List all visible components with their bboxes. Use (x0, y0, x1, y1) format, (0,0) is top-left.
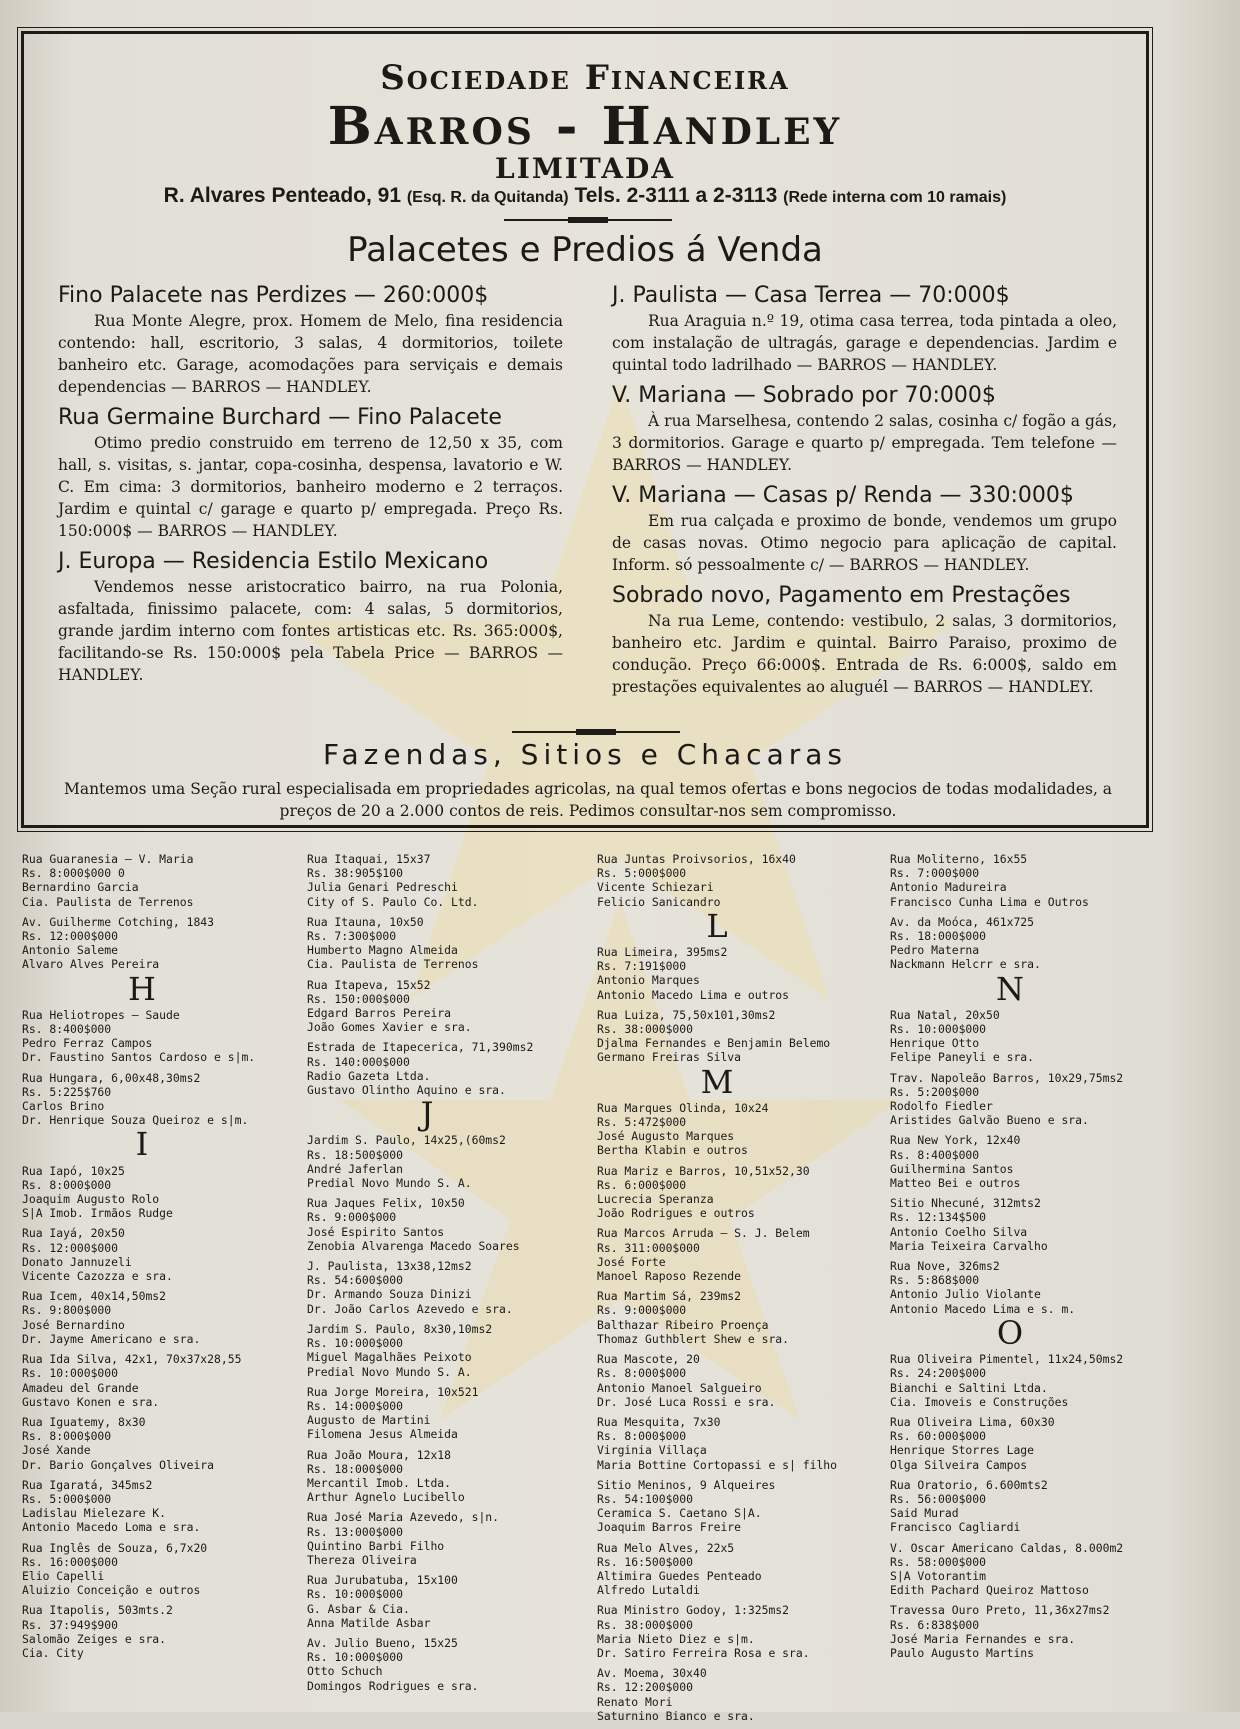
entry-price: Rs. 10:000$000 (890, 1022, 987, 1037)
entry-party: Amadeu del Grande (22, 1380, 139, 1395)
entry-address: Rua Oliveira Lima, 60x30 (890, 1414, 1055, 1429)
entry-party: Rodolfo Fiedler (890, 1099, 993, 1114)
entry-address: Rua Hungara, 6,00x48,30ms2 (22, 1070, 201, 1085)
entry-price: Rs. 7:300$000 (307, 929, 397, 944)
entry-address: Rua Juntas Proivsorios, 16x40 (597, 852, 796, 866)
transaction-entry (307, 1510, 593, 1567)
transaction-entry (890, 1415, 1176, 1472)
entry-address: Rua Igaratá, 345ms2 (22, 1477, 153, 1492)
entry-party: Joaquim Augusto Rolo (22, 1192, 160, 1207)
transaction-entry (22, 1603, 308, 1660)
entry-party: Antonio Macedo Loma e sra. (22, 1520, 201, 1535)
transaction-entry (890, 915, 1176, 972)
entry-price: Rs. 311:000$000 (597, 1240, 700, 1255)
entry-price: Rs. 12:000$000 (22, 1240, 119, 1255)
entry-address: Rua Martim Sá, 239ms2 (597, 1289, 742, 1304)
entry-party: Ladislau Mielezare K. (22, 1506, 167, 1521)
entry-party: Arthur Agnelo Lucibello (307, 1490, 465, 1505)
entry-price: Rs. 8:400$000 (22, 1022, 112, 1037)
entry-price: Rs. 56:000$000 (890, 1491, 987, 1506)
entry-address: Sitio Meninos, 9 Alqueires (597, 1477, 776, 1492)
entry-party: Dr. Jayme Americano e sra. (22, 1331, 201, 1346)
entry-address: Av. da Moóca, 461x725 (890, 914, 1035, 929)
address-phones: Tels. 2-3111 a 2-3113 (574, 184, 778, 207)
entry-address: Travessa Ouro Preto, 11,36x27ms2 (890, 1603, 1110, 1618)
listing (612, 382, 1117, 476)
transaction-entry (890, 1259, 1176, 1316)
entry-party: Maria Teixeira Carvalho (890, 1238, 1048, 1253)
entry-price: Rs. 8:000$000 0 (22, 866, 125, 881)
entry-price: Rs. 10:000$000 (307, 1336, 404, 1351)
transaction-entry (890, 1008, 1176, 1065)
entry-address: Rua Inglês de Souza, 6,7x20 (22, 1540, 208, 1555)
listing (612, 282, 1117, 376)
entry-party: Aristides Galvão Bueno e sra. (890, 1113, 1089, 1128)
entry-price: Rs. 10:000$000 (22, 1366, 119, 1381)
entry-price: Rs. 12:134$500 (890, 1210, 987, 1225)
entry-price: Rs. 7:000$000 (890, 866, 980, 881)
entry-party: Maria Bottine Cortopassi e s| filho (597, 1457, 838, 1472)
entry-address: Rua Itaquai, 15x37 (307, 852, 431, 866)
entry-party: Julia Genari Pedreschi (307, 880, 458, 895)
entry-party: Altimira Guedes Penteado (597, 1568, 762, 1583)
entry-price: Rs. 58:000$000 (890, 1554, 987, 1569)
entry-party: Humberto Magno Almeida (307, 943, 458, 958)
entry-party: Alfredo Lutaldi (597, 1583, 700, 1598)
listing (612, 482, 1117, 576)
entry-party: Augusto de Martini (307, 1413, 431, 1428)
entry-price: Rs. 16:000$000 (22, 1554, 119, 1569)
listings-column-4 (890, 852, 1176, 1666)
transaction-entry (307, 1636, 593, 1693)
entry-party: Mercantil Imob. Ltda. (307, 1475, 452, 1490)
entry-price: Rs. 7:191$000 (597, 959, 687, 974)
entry-party: Elio Capelli (22, 1568, 105, 1583)
entry-address: Jardim S. Paulo, 8x30,10ms2 (307, 1321, 493, 1336)
entry-party: City of S. Paulo Co. Ltd. (307, 894, 479, 909)
entry-price: Rs. 5:225$760 (22, 1084, 112, 1099)
entry-price: Rs. 12:000$000 (22, 929, 119, 944)
transaction-entry (307, 1385, 593, 1442)
entry-party: Said Murad (890, 1506, 959, 1521)
entry-party: Thereza Oliveira (307, 1552, 417, 1567)
entry-party: Aluizio Conceição e outros (22, 1583, 201, 1598)
transaction-entry (22, 1071, 308, 1128)
entry-price: Rs. 16:500$000 (597, 1554, 694, 1569)
entry-party: Pedro Ferraz Campos (22, 1036, 153, 1051)
entry-party: José Forte (597, 1254, 666, 1269)
entry-price: Rs. 38:905$100 (307, 866, 404, 881)
entry-party: Djalma Fernandes e Benjamin Belemo (597, 1036, 831, 1051)
divider-mark (576, 729, 616, 735)
entry-party: Antonio Marques (597, 973, 700, 988)
entry-party: Otto Schuch (307, 1664, 383, 1679)
entry-address: Rua Mascote, 20 (597, 1352, 700, 1367)
entry-party: Dr. José Luca Rossi e sra. (597, 1394, 776, 1409)
entry-price: Rs. 10:000$000 (307, 1650, 404, 1665)
transaction-entry (307, 978, 593, 1035)
company-line1: Sociedade Financeira (380, 58, 790, 98)
entry-party: Francisco Cunha Lima e Outros (890, 894, 1089, 909)
transaction-entry (890, 1541, 1176, 1598)
entry-address: J. Paulista, 13x38,12ms2 (307, 1259, 472, 1274)
entry-party: Quintino Barbi Filho (307, 1538, 445, 1553)
entry-party: Predial Novo Mundo S. A. (307, 1176, 472, 1191)
transaction-entry (890, 1133, 1176, 1190)
listing-body: Otimo predio construido em terreno de 12,50 x 35, com hall, s. visitas, s. jantar, copa-cosinha, despensa, lavatorio e W. C. Em cima: 3 dormitorios, banheiro moderno e 2 terraços. Jardim e quintal c/ garage e quarto p/ empregada. Preço Rs. 150:000$ — BARROS — HANDLEY. (58, 434, 563, 540)
entry-party: Antonio Julio Violante (890, 1287, 1041, 1302)
entry-price: Rs. 18:000$000 (307, 1461, 404, 1476)
transaction-entry (307, 1448, 593, 1505)
entry-party: Bertha Klabin e outros (597, 1143, 748, 1158)
entry-address: Rua Ida Silva, 42x1, 70x37x28,55 (22, 1352, 242, 1367)
entry-party: Antonio Manoel Salgueiro (597, 1380, 762, 1395)
entry-party: Cia. City (22, 1645, 84, 1660)
listing-title: Fino Palacete nas Perdizes — 260:000$ (58, 283, 489, 308)
entry-party: Dr. Henrique Souza Queiroz e s|m. (22, 1113, 249, 1128)
entry-address: Rua Natal, 20x50 (890, 1007, 1000, 1022)
entry-price: Rs. 60:000$000 (890, 1429, 987, 1444)
entry-address: Rua Iayá, 20x50 (22, 1226, 125, 1241)
listing-body: Rua Monte Alegre, prox. Homem de Melo, fina residencia contendo: hall, escritorio, 3 salas, 4 dormitorios, toilete banheiro etc. Garage, acomodações para serviçais e demais dependencias — BARROS — HANDLEY. (58, 312, 563, 396)
entry-party: Manoel Raposo Rezende (597, 1269, 742, 1284)
section-letter: I (135, 1125, 149, 1164)
entry-party: Cia. Paulista de Terrenos (22, 894, 194, 909)
transaction-entry (890, 1196, 1176, 1253)
entry-party: Antonio Madureira (890, 880, 1007, 895)
entry-address: Rua Oliveira Pimentel, 11x24,50ms2 (890, 1352, 1124, 1367)
transaction-entry (597, 1164, 883, 1221)
entry-address: Rua Limeira, 395ms2 (597, 945, 728, 960)
entry-address: Rua New York, 12x40 (890, 1133, 1021, 1148)
ad-column-left (58, 282, 563, 692)
entry-address: Rua Itapolis, 503mts.2 (22, 1603, 173, 1618)
transaction-entry (22, 1352, 308, 1409)
entry-address: Rua Jorge Moreira, 10x521 (307, 1384, 479, 1399)
transaction-entry (597, 1101, 883, 1158)
advertisement-box (21, 31, 1149, 828)
entry-price: Rs. 8:000$000 (22, 1429, 112, 1444)
listing-title: V. Mariana — Sobrado por 70:000$ (612, 383, 996, 408)
transaction-entry (597, 945, 883, 1002)
entry-party: Dr. Bario Gonçalves Oliveira (22, 1457, 215, 1472)
entry-party: Dr. Satiro Ferreira Rosa e sra. (597, 1645, 810, 1660)
entry-address: Rua Nove, 326ms2 (890, 1259, 1000, 1274)
entry-party: Edgard Barros Pereira (307, 1006, 452, 1021)
entry-party: Renato Mori (597, 1694, 673, 1709)
transaction-entry (890, 852, 1176, 909)
entry-address: Av. Julio Bueno, 15x25 (307, 1635, 458, 1650)
entry-party: José Augusto Marques (597, 1129, 735, 1144)
section-letter: H (128, 969, 156, 1008)
entry-party: Salomão Zeiges e sra. (22, 1631, 167, 1646)
section-letter: J (420, 1095, 434, 1134)
entry-price: Rs. 13:000$000 (307, 1524, 404, 1539)
entry-address: V. Oscar Americano Caldas, 8.000m2 (890, 1540, 1124, 1555)
entry-party: Maria Nieto Diez e s|m. (597, 1631, 755, 1646)
entry-party: Anna Matilde Asbar (307, 1615, 431, 1630)
entry-price: Rs. 5:000$000 (597, 866, 687, 881)
entry-price: Rs. 24:200$000 (890, 1366, 987, 1381)
entry-address: Rua João Moura, 12x18 (307, 1447, 452, 1462)
entry-party: Henrique Otto (890, 1036, 980, 1051)
listing-title: Rua Germaine Burchard — Fino Palacete (58, 405, 502, 430)
entry-party: Saturnino Bianco e sra. (597, 1708, 755, 1723)
entry-price: Rs. 18:000$000 (890, 929, 987, 944)
transaction-entry (307, 1133, 593, 1190)
company-line3: LIMITADA (495, 152, 675, 185)
entry-price: Rs. 5:200$000 (890, 1084, 980, 1099)
transaction-entry (597, 1226, 883, 1283)
address-extensions: (Rede interna com 10 ramais) (783, 189, 1007, 206)
entry-price: Rs. 8:400$000 (890, 1147, 980, 1162)
entry-party: Guilhermina Santos (890, 1161, 1014, 1176)
transaction-entry (22, 1415, 308, 1472)
entry-address: Rua Luiza, 75,50x101,30ms2 (597, 1007, 776, 1022)
entry-party: Dr. Faustino Santos Cardoso e s|m. (22, 1050, 256, 1065)
entry-address: Rua Mariz e Barros, 10,51x52,30 (597, 1163, 810, 1178)
entry-party: Domingos Rodrigues e sra. (307, 1678, 479, 1693)
transaction-entry (22, 915, 308, 972)
transaction-entry (890, 1478, 1176, 1535)
entry-address: Sitio Nhecuné, 312mts2 (890, 1196, 1041, 1211)
entry-party: Zenobia Alvarenga Macedo Soares (307, 1238, 520, 1253)
entry-price: Rs. 9:000$000 (307, 1210, 397, 1225)
entry-address: Rua Melo Alves, 22x5 (597, 1540, 735, 1555)
listings-column-1 (22, 852, 308, 1666)
transaction-entry (597, 1541, 883, 1598)
entry-party: José Espirito Santos (307, 1224, 445, 1239)
entry-party: Germano Freiras Silva (597, 1050, 742, 1065)
farms-title: Fazendas, Sitios e Chacaras (322, 738, 847, 771)
entry-party: Edith Pachard Queiroz Mattoso (890, 1583, 1089, 1598)
entry-price: Rs. 150:000$000 (307, 991, 410, 1006)
entry-party: Donato Jannuzeli (22, 1254, 132, 1269)
entry-party: Cia. Imoveis e Construções (890, 1394, 1069, 1409)
entry-address: Rua Icem, 40x14,50ms2 (22, 1289, 167, 1304)
entry-address: Av. Guilherme Cotching, 1843 (22, 914, 215, 929)
transaction-entry (890, 1603, 1176, 1660)
entry-party: Predial Novo Mundo S. A. (307, 1364, 472, 1379)
entry-party: João Gomes Xavier e sra. (307, 1020, 472, 1035)
entry-party: José Bernardino (22, 1317, 125, 1332)
entry-address: Rua Jaques Felix, 10x50 (307, 1196, 465, 1211)
listing (58, 282, 563, 398)
entry-party: Gustavo Konen e sra. (22, 1394, 160, 1409)
entry-party: G. Asbar & Cia. (307, 1601, 410, 1616)
entry-address: Rua Jurubatuba, 15x100 (307, 1573, 458, 1588)
entry-address: Rua Mesquita, 7x30 (597, 1414, 721, 1429)
transaction-entry (307, 1040, 593, 1097)
transaction-entry (307, 1196, 593, 1253)
entry-party: Balthazar Ribeiro Proença (597, 1317, 769, 1332)
transaction-entry (307, 1259, 593, 1316)
listing (58, 404, 563, 542)
divider-mark (568, 217, 608, 223)
address-corner: (Esq. R. da Quitanda) (406, 189, 569, 206)
entry-party: Joaquim Barros Freire (597, 1520, 742, 1535)
entry-party: Carlos Brino (22, 1099, 105, 1114)
entry-party: S|A Imob. Irmãos Rudge (22, 1206, 173, 1221)
entry-address: Rua Heliotropes — Saude (22, 1007, 180, 1022)
listing (612, 582, 1117, 698)
entry-party: Paulo Augusto Martins (890, 1645, 1035, 1660)
transaction-entry (597, 1478, 883, 1535)
entry-party: Felipe Paneyli e sra. (890, 1050, 1035, 1065)
transaction-entry (307, 915, 593, 972)
entry-price: Rs. 6:000$000 (597, 1177, 687, 1192)
address-street: R. Alvares Penteado, 91 (163, 184, 401, 207)
entry-price: Rs. 10:000$000 (307, 1587, 404, 1602)
entry-address: Rua Itauna, 10x50 (307, 914, 424, 929)
entry-party: Antonio Saleme (22, 943, 119, 958)
entry-address: Rua Ministro Godoy, 1:325ms2 (597, 1603, 790, 1618)
section-letter: L (706, 906, 728, 945)
entry-price: Rs. 38:000$000 (597, 1617, 694, 1632)
listing-title: Sobrado novo, Pagamento em Prestações (612, 583, 1071, 608)
entry-address: Rua Moliterno, 16x55 (890, 852, 1028, 866)
entry-price: Rs. 18:500$000 (307, 1147, 404, 1162)
transaction-entry (597, 1352, 883, 1409)
entry-party: João Rodrigues e outros (597, 1206, 755, 1221)
transaction-entry (22, 1008, 308, 1065)
entry-party: Dr. João Carlos Azevedo e sra. (307, 1301, 513, 1316)
entry-price: Rs. 6:838$000 (890, 1617, 980, 1632)
entry-address: Rua Iapó, 10x25 (22, 1163, 125, 1178)
entry-price: Rs. 5:868$000 (890, 1273, 980, 1288)
entry-party: Antonio Coelho Silva (890, 1224, 1028, 1239)
entry-party: Henrique Storres Lage (890, 1443, 1035, 1458)
entry-price: Rs. 5:472$000 (597, 1115, 687, 1130)
section-letter: O (996, 1313, 1024, 1352)
entry-price: Rs. 38:000$000 (597, 1022, 694, 1037)
entry-address: Jardim S. Paulo, 14x25,(60ms2 (307, 1133, 506, 1148)
entry-party: Antonio Macedo Lima e s. m. (890, 1301, 1076, 1316)
listing-body: À rua Marselhesa, contendo 2 salas, cosinha c/ fogão a gás, 3 dormitorios. Garage e quarto p/ empregada. Tem telefone — BARROS — HANDLEY. (612, 412, 1117, 474)
entry-address: Rua Iguatemy, 8x30 (22, 1414, 146, 1429)
entry-price: Rs. 37:949$900 (22, 1617, 119, 1632)
entry-address: Rua Itapeva, 15x52 (307, 977, 431, 992)
entry-price: Rs. 140:000$000 (307, 1054, 410, 1069)
entry-party: Miguel Magalhães Peixoto (307, 1350, 472, 1365)
entry-party: José Maria Fernandes e sra. (890, 1631, 1076, 1646)
entry-party: Antonio Macedo Lima e outros (597, 987, 790, 1002)
entry-address: Rua Oratorio, 6.600mts2 (890, 1477, 1048, 1492)
entry-party: Nackmann Helcrr e sra. (890, 957, 1041, 972)
entry-price: Rs. 8:000$000 (597, 1366, 687, 1381)
entry-party: S|A Votorantim (890, 1568, 987, 1583)
entry-party: Matteo Bei e outros (890, 1176, 1021, 1191)
entry-party: Thomaz Guthblert Shew e sra. (597, 1331, 790, 1346)
entry-party: Vicente Schiezari (597, 880, 714, 895)
entry-price: Rs. 8:000$000 (597, 1429, 687, 1444)
entry-address: Rua Guaranesia — V. Maria (22, 852, 194, 866)
entry-address: Estrada de Itapecerica, 71,390ms2 (307, 1040, 534, 1055)
listing-title: V. Mariana — Casas p/ Renda — 330:000$ (612, 483, 1074, 508)
entry-party: Radio Gazeta Ltda. (307, 1068, 431, 1083)
section-letter: N (996, 969, 1024, 1008)
transaction-entry (22, 1164, 308, 1221)
transaction-entry (307, 852, 593, 909)
transaction-entry (22, 1289, 308, 1346)
entry-party: Bianchi e Saltini Ltda. (890, 1380, 1048, 1395)
entry-party: Dr. Armando Souza Dinizi (307, 1287, 472, 1302)
transaction-entry (597, 1603, 883, 1660)
entry-party: Vicente Cazozza e sra. (22, 1269, 173, 1284)
entry-party: Cia. Paulista de Terrenos (307, 957, 479, 972)
company-address (24, 184, 1146, 208)
entry-party: Alvaro Alves Pereira (22, 957, 160, 972)
transaction-entry (597, 1666, 883, 1723)
transaction-entry (890, 1071, 1176, 1128)
transaction-entry (22, 852, 308, 909)
entry-address: Trav. Napoleão Barros, 10x29,75ms2 (890, 1070, 1124, 1085)
transaction-entry (22, 1541, 308, 1598)
entry-price: Rs. 14:000$000 (307, 1398, 404, 1413)
transaction-entry (597, 1008, 883, 1065)
entry-party: Pedro Materna (890, 943, 980, 958)
listing-body: Vendemos nesse aristocratico bairro, na rua Polonia, asfaltada, finissimo palacete, com: 4 salas, 5 dormitorios, grande jardim interno com fontes artisticas etc. Rs. 365:000$, facilitando-se Rs. 150:000$ pela Tabela Price — BARROS — HANDLEY. (58, 578, 563, 684)
entry-price: Rs. 9:800$000 (22, 1303, 112, 1318)
entry-party: Felicio Sanicandro (597, 894, 721, 909)
entry-party: Gustavo Olintho Aquino e sra. (307, 1083, 506, 1098)
company-name: Barros - Handley (327, 96, 843, 157)
entry-address: Rua José Maria Azevedo, s|n. (307, 1510, 500, 1525)
transaction-entry (22, 1478, 308, 1535)
entry-price: Rs. 8:000$000 (22, 1177, 112, 1192)
listing-body: Rua Araguia n.º 19, otima casa terrea, toda pintada a oleo, com instalação de ultragás, garage e dependencias. Jardim e quintal todo ladrilhado — BARROS — HANDLEY. (612, 312, 1117, 374)
entry-party: Bernardino Garcia (22, 880, 139, 895)
entry-party: Ceramica S. Caetano S|A. (597, 1506, 762, 1521)
entry-price: Rs. 12:200$000 (597, 1680, 694, 1695)
listing (58, 548, 563, 686)
transaction-entry (597, 852, 883, 909)
transaction-entry (307, 1573, 593, 1630)
entry-party: Francisco Cagliardi (890, 1520, 1021, 1535)
entry-party: Filomena Jesus Almeida (307, 1427, 458, 1442)
farms-body: Mantemos uma Seção rural especialisada em propriedades agricolas, na qual temos ofertas e bons negocios de todas modalidades, a preços de 20 a 2.000 contos de reis. Pedimos consultar-nos sem compromisso. (63, 780, 1113, 820)
entry-party: Virginia Villaça (597, 1443, 707, 1458)
section-title: Palacetes e Predios á Venda (347, 230, 823, 270)
ad-column-right (612, 282, 1117, 704)
entry-address: Rua Marcos Arruda — S. J. Belem (597, 1226, 810, 1241)
entry-party: Olga Silveira Campos (890, 1457, 1028, 1472)
transaction-entry (597, 1289, 883, 1346)
transaction-entry (22, 1226, 308, 1283)
entry-price: Rs. 5:000$000 (22, 1491, 112, 1506)
section-letter: M (700, 1062, 734, 1101)
listing-title: J. Europa — Residencia Estilo Mexicano (58, 549, 489, 574)
transaction-entry (307, 1322, 593, 1379)
entry-address: Rua Marques Olinda, 10x24 (597, 1100, 769, 1115)
entry-price: Rs. 54:600$000 (307, 1273, 404, 1288)
listings-column-2 (307, 852, 593, 1699)
transaction-entry (890, 1352, 1176, 1409)
listing-body: Na rua Leme, contendo: vestibulo, 2 salas, 3 dormitorios, banheiro etc. Jardim e quintal. Bairro Paraiso, proximo de condução. Preço 66:000$. Entrada de Rs. 6:000$, saldo em prestações equivalentes ao aluguél — BARROS — HANDLEY. (612, 612, 1117, 696)
entry-price: Rs. 9:000$000 (597, 1303, 687, 1318)
entry-party: José Xande (22, 1443, 91, 1458)
listings-column-3 (597, 852, 883, 1729)
entry-price: Rs. 54:100$000 (597, 1491, 694, 1506)
entry-party: Lucrecia Speranza (597, 1192, 714, 1207)
entry-address: Av. Moema, 30x40 (597, 1666, 707, 1681)
entry-party: André Jaferlan (307, 1161, 404, 1176)
listing-body: Em rua calçada e proximo de bonde, vendemos um grupo de casas novas. Otimo negocio para aplicação de capital. Inform. só pessoalmente c/ — BARROS — HANDLEY. (612, 512, 1117, 574)
transaction-entry (597, 1415, 883, 1472)
listing-title: J. Paulista — Casa Terrea — 70:000$ (612, 283, 1010, 308)
